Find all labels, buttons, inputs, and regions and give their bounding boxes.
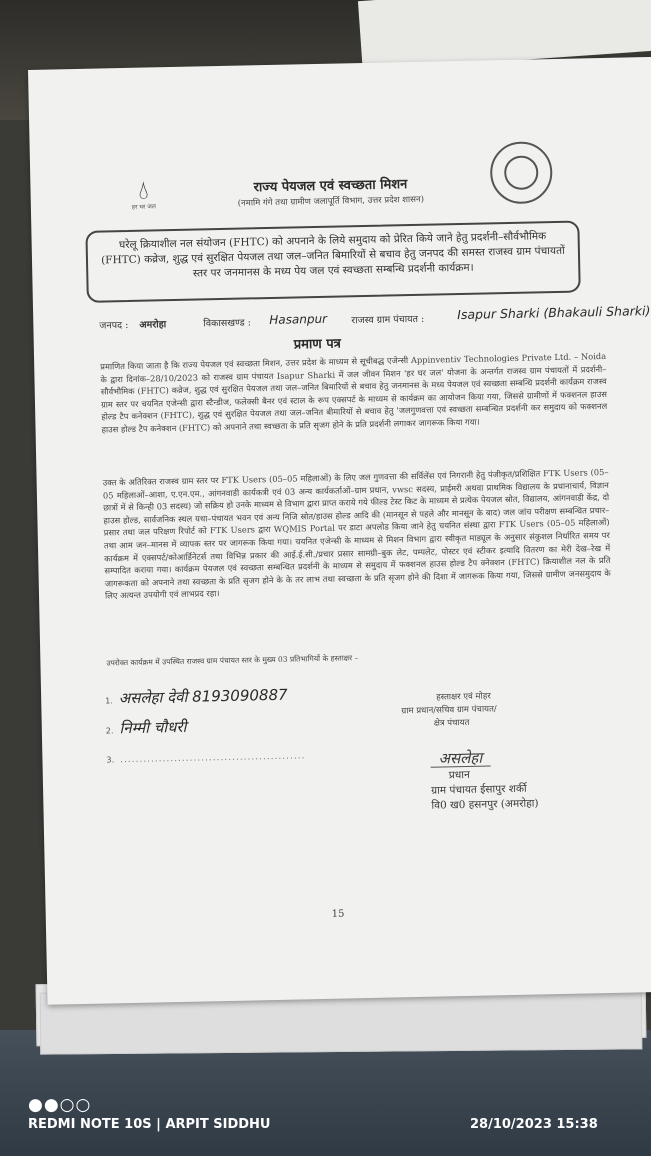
water-drop-icon: 💧︎ [138, 175, 150, 206]
gram-panchayat-value: Isapur Sharki (Bhakauli Sharki) [457, 303, 651, 323]
attendee-signature: 2. निम्मी चौधरी [105, 717, 187, 738]
document-page [28, 57, 651, 1005]
attendee-signature: 3. ................................................ [106, 751, 306, 766]
block-value: Hasanpur [269, 311, 328, 328]
district-value: अमरोहा [139, 319, 167, 331]
signature-caption: ग्राम प्रधान/सचिव ग्राम पंचायत/ [401, 704, 497, 717]
signature-caption: हस्ताक्षर एवं मोहर [436, 691, 491, 703]
camera-watermark-dots: ●●○○ [28, 1095, 92, 1115]
program-banner: घरेलू क्रियाशील नल संयोजन (FHTC) को अपनाने के लिये समुदाय को प्रेरित किये जाने हेतु प्रदर्शनी–सौर्वभौमिक (FHTC) कव्रेज, शुद्ध एवं सुरक्षित पेयजल तथा जल–जनित बिमारियों से बचाव हेतु जनपद की समस्त राजस्व ग्राम पंचायतों स्तर पर जनमानस के मध्य पेय जल एवं स्वच्छता सम्बन्धि प्रदर्शनी कार्यक्रम। [85, 220, 580, 302]
location-fields [99, 303, 651, 332]
pradhan-signature: असलेहा [430, 750, 490, 767]
logo-text: हर घर जल [131, 203, 156, 211]
jal-logo [108, 177, 179, 211]
pradhan-stamp [430, 749, 581, 814]
attendees-note: उपरोक्त कार्यक्रम में उपस्थित राजस्व ग्राम पंचायत स्तर के मुख्य 03 प्रतिभागियों के हस्ताक्षर – [106, 653, 359, 668]
stamp-line: वि0 ख0 हसनपुर (अमरोहा) [431, 797, 539, 812]
district-label: जनपद : [99, 319, 129, 332]
certificate-paragraph-2: उक्त के अतिरिक्त राजस्व ग्राम स्तर पर FTK Users (05–05 महिलाओं) के लिए जल गुणवत्ता की सर्विलेंस एवं निगरानी हेतु पंजीकृत/प्रशिक्षित FTK Users (05–05 महिलाओं–आशा, ए.एन.एम., आंगनवाडी कार्यकत्री एवं 03 अन्य कार्यकर्ताओं–ग्राम प्रधान, vwsc सदस्य, प्राईमरी अथवा प्राथमिक विद्यालय के प्रधानाचार्य, विज्ञान छात्रों में से किन्ही 03 सदस्य) जो सक्रिय हो उनके माध्यम से विभाग द्वारा प्राप्त कराये गये फील्ड टेस्ट किट के माध्यम से प्रत्येक पेयजल स्रोत, विद्यालय, आंगनवाडी केंद्र, दो हाउस होल्ड, सार्वजनिक स्थल यथा–पंचायत भवन एवं अन्य निजि स्रोत/हाउस होल्ड आदि की (मानसून से पहले और मानसून के बाद) जल जांच परीक्षण सम्बन्धित प्रचार–प्रसार तथा जल परिक्षण रिपोर्ट को FTK Users द्वारा WQMIS Portal पर डाटा अपलोड किया जाने हेतु चयनित संस्था द्वारा FTK Users (05–05 महिलाओं) तथा आम जन–मानस में व्यापक स्तर पर जागरूक किया गया। चयनित एजेन्सी के माध्यम से मिशन विभाग द्वारा स्वीकृत माड्यूल के अनुसार संकुशल निर्धारित समय पर कार्यक्रम में एक्सपर्ट/कोआर्डिनेटर्स तथा विभिन्न प्रकार की आई.ई.सी./प्रचार प्रसार सामग्री–बुक लेट, पम्पलेट, पोस्टर एवं स्टीकर इत्यादि वितरण का मेरी देख–रेख में सम्पादित कराया गया। कार्यक्रम पेयजल एवं स्वच्छता सम्बन्धित प्रदर्शनी के माध्यम से समुदाय में फक्शनल हाउस होल्ड टैप क्नेक्शन (FHTC) क्रियाशील नल के प्रति जागरूकता को अपनाने तथा स्वच्छता के प्रति सृजग होने के के तर लाभ तथा स्वच्छता के प्रति सृजग होने की दिशा में जागरूक किया गया, जिससे ग्रामीण जनसमुदाय के लिए अत्यन्त उपयोगी एवं लाभप्रद रहा। [102, 466, 611, 601]
document-subtitle: (नमामि गंगे तथा ग्रामीण जलापूर्ति विभाग, उत्तर प्रदेश शासन) [237, 194, 425, 209]
stamp-role: प्रधान [448, 768, 470, 782]
document-title: राज्य पेयजल एवं स्वच्छता मिशन [253, 177, 408, 196]
certificate-paragraph-1: प्रमाणित किया जाता है कि राज्य पेयजल एवं स्वच्छता मिशन, उत्तर प्रदेश के माध्यम से सूचीबद्ध एजेन्सी Appinventiv Technologies Private Ltd. – Noida के द्वारा दिनांक–28/10/2023 को राजस्व ग्राम पंचायत Isapur Sharki में जल जीवन मिशन 'हर घर जल' योजना के अन्तर्गत राजस्व ग्राम पंचायतों में प्रदर्शनी–सौर्वभौमिक (FHTC) कव्रेज, शुद्ध एवं सुरक्षित पेयजल तथा जल–जनित बिमारियों से बचाव हेतु जनमानस के मध्य पेयजल एवं स्वच्छता सम्बन्धि प्रदर्शनी कार्यक्रम राजस्व ग्राम स्तर पर चयनित एजेन्सी द्वारा स्टैन्डीज, फलेक्सी बैनर एवं स्टाल के रूप एक्सपर्ट के माध्यम से कार्यक्रम का आयोजन किया गया, जिससे ग्रामीणों में फक्शनल हाउस होल्ड टैप कनेक्शन (FHTC), शुद्ध एवं सुरक्षित पेयजल तथा जल–जनित बीमारियों से बचाव हेतु 'जलगुणवत्ता एवं स्वच्छता सम्बन्धित प्रदर्शनी कर समुदाय को फक्शनल हाउस होल्ड टैप कनेक्शन (FHTC) को अपनाने तथा स्वच्छता के प्रति सृजग होने के प्रति प्रदर्शनी लगाकर जागरूक किया गया। [100, 350, 608, 435]
stamp-line: ग्राम पंचायत ईसापुर शर्की [431, 782, 527, 797]
attendee-signature: 1. असलेहा देवी 8193090887 [105, 685, 288, 708]
gram-panchayat-label: राजस्व ग्राम पंचायत : [351, 313, 425, 327]
page-number: 15 [331, 908, 345, 920]
certificate-title: प्रमाण पत्र [293, 336, 341, 353]
camera-watermark-device: REDMI NOTE 10S | ARPIT SIDDHU [28, 1117, 271, 1132]
signature-caption: क्षेत्र पंचायत [433, 717, 470, 729]
up-government-seal-icon [490, 141, 553, 204]
camera-watermark-timestamp: 28/10/2023 15:38 [470, 1117, 598, 1132]
block-label: विकासखण्ड : [203, 317, 251, 330]
